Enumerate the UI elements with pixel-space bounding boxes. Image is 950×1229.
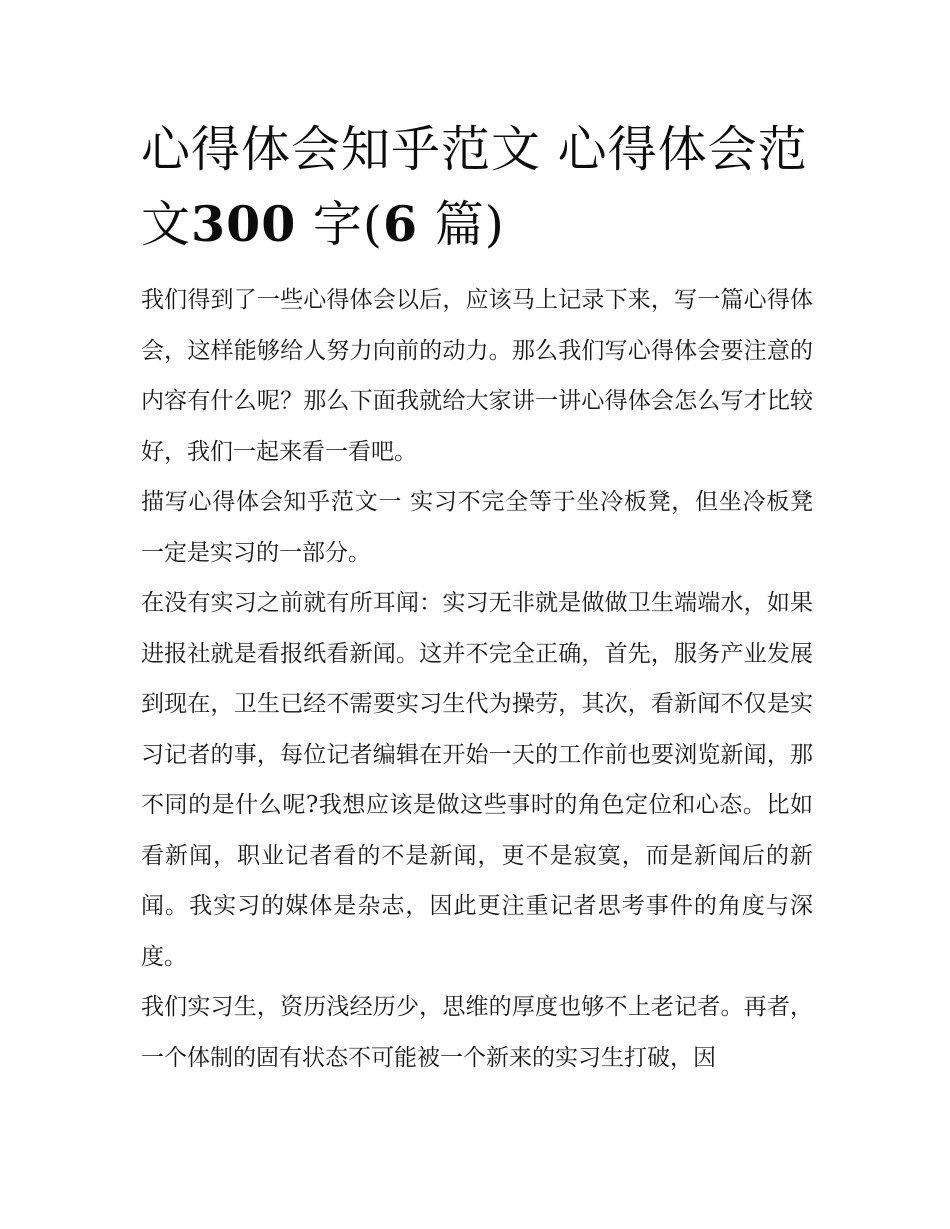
paragraph-interns: 我们实习生，资历浅经历少，思维的厚度也够不上老记者。再者，一个体制的固有状态不可能被一个新来的实习生打破，因: [141, 994, 813, 1071]
title-number-2: 6: [383, 195, 419, 253]
paragraph-before-internship: 在没有实习之前就有所耳闻：实习无非就是做做卫生端端水，如果进报社就是看报纸看新闻。这并不完全正确，首先，服务产业发展到现在，卫生已经不需要实习生代为操劳，其次，看新闻不仅是实习记者的事，每位记者编辑在开始一天的工作前也要浏览新闻，那不同的是什么呢?我想应该是做这些事时的角色定位和心态。比如看新闻，职业记者看的不是新闻，更不是寂寞，而是新闻后的新闻。我实习的媒体是杂志，因此更注重记者思考事件的角度与深度。: [141, 590, 813, 970]
title-text-part2: 字(: [312, 196, 384, 253]
document-body: [141, 275, 813, 1083]
document-title: [141, 112, 813, 262]
title-number: 300: [191, 195, 297, 253]
title-text-part3: 篇): [434, 196, 505, 253]
paragraph-essay-one-opening: 描写心得体会知乎范文一 实习不完全等于坐冷板凳，但坐冷板凳一定是实习的一部分。: [141, 489, 813, 566]
paragraph-intro: 我们得到了一些心得体会以后，应该马上记录下来，写一篇心得体会，这样能够给人努力向前的动力。那么我们写心得体会要注意的内容有什么呢？那么下面我就给大家讲一讲心得体会怎么写才比较好，我们一起来看一看吧。: [141, 287, 813, 465]
title-text-part1: 心得体会知乎范文 心得体会范文: [141, 121, 808, 253]
document-content: [141, 112, 813, 1083]
